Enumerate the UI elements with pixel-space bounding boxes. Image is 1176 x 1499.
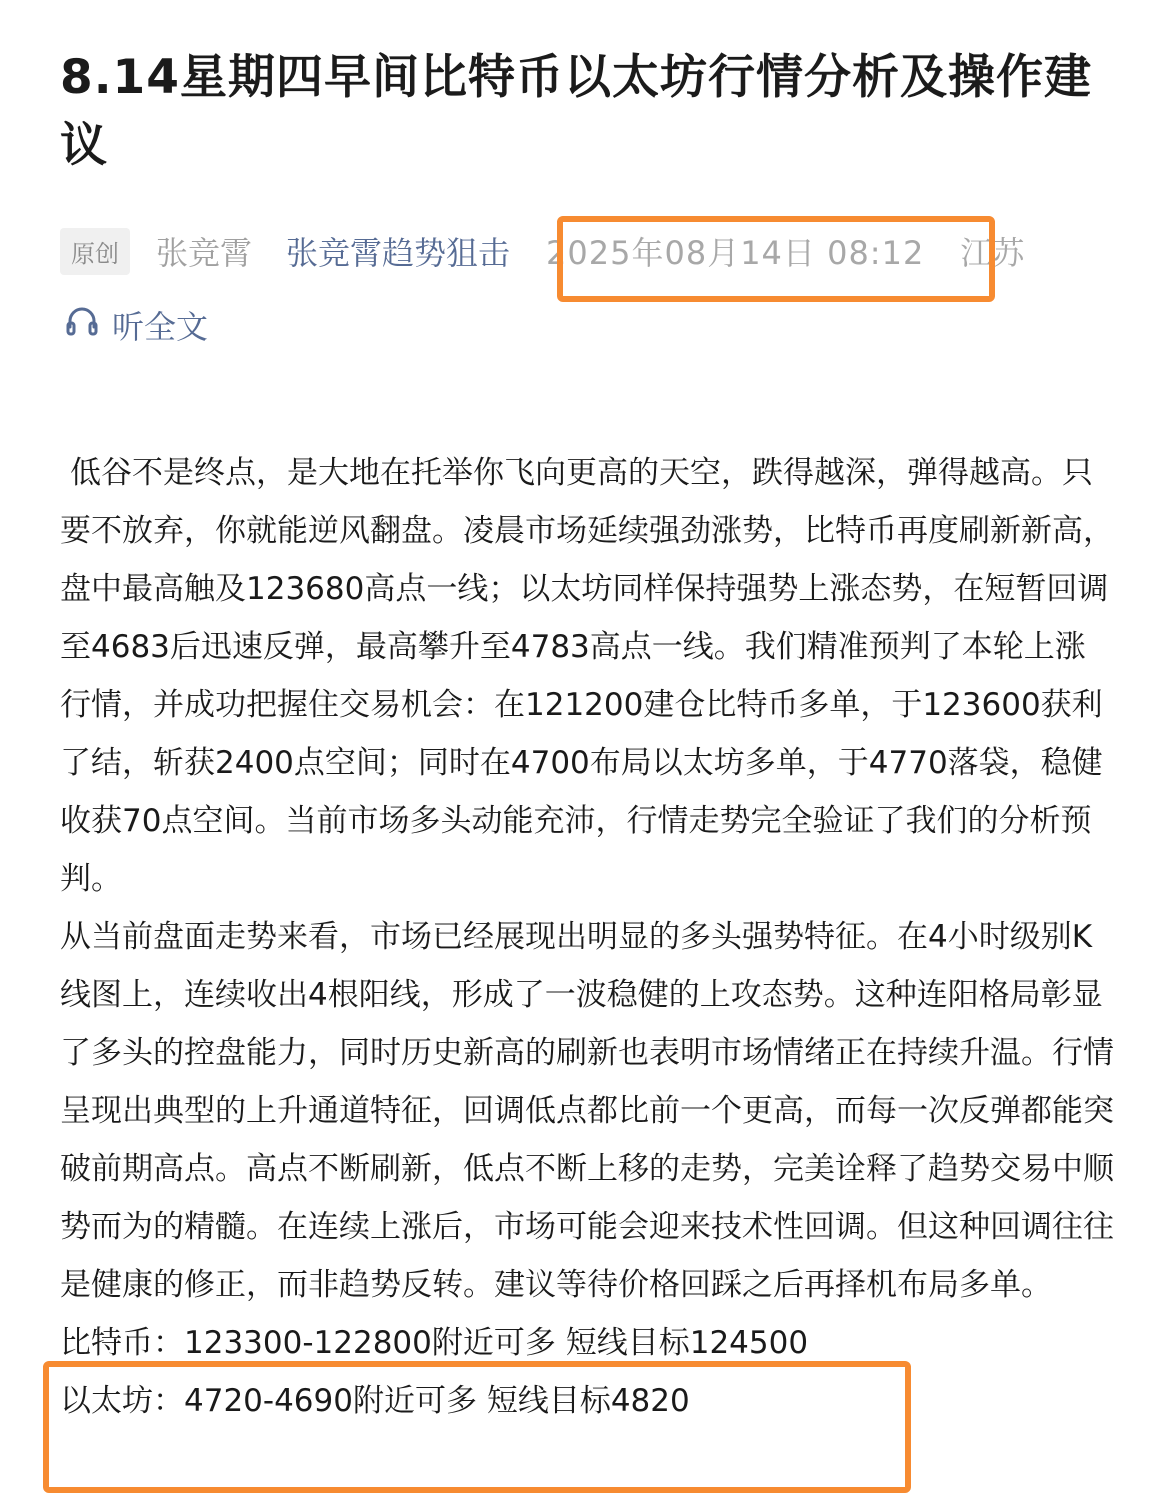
date-highlight-box [557, 216, 995, 302]
target-line-eth: 以太坊：4720-4690附近可多 短线目标4820 [60, 1383, 690, 1419]
target-line-btc: 比特币：123300-122800附近可多 短线目标124500 [60, 1325, 809, 1361]
region-label: 江苏 [960, 234, 1025, 272]
account-link[interactable]: 张竞霄趋势狙击 [286, 234, 511, 272]
listen-button[interactable] [64, 302, 208, 348]
publish-date: 2025年08月14日 08:12 [546, 234, 925, 272]
paragraph: 从当前盘面走势来看，市场已经展现出明显的多头强势特征。在4小时级别K线图上，连续收出4根阳线，形成了一波稳健的上攻态势。这种连阳格局彰显了多头的控盘能力，同时历史新高的刷新也表明市场情绪正在持续升温。行情呈现出典型的上升通道特征，回调低点都比前一个更高，而每一次反弹都能突破前期高点。高点不断刷新，低点不断上移的走势，完美诠释了趋势交易中顺势而为的精髓。在连续上涨后，市场可能会迎来技术性回调。但这种回调往往是健康的修正，而非趋势反转。建议等待价格回踩之后再择机布局多单。 [60, 919, 1114, 1303]
page-title: 8.14星期四早间比特币以太坊行情分析及操作建议 [60, 50, 1092, 173]
listen-label: 听全文 [112, 308, 209, 346]
paragraph: 低谷不是终点，是大地在托举你飞向更高的天空，跌得越深，弹得越高。只要不放弃，你就能逆风翻盘。凌晨市场延续强劲涨势，比特币再度刷新新高，盘中最高触及123680高点一线；以太坊同样保持强势上涨态势，在短暂回调至4683后迅速反弹，最高攀升至4783高点一线。我们精准预判了本轮上涨行情，并成功把握住交易机会：在121200建仓比特币多单，于123600获利了结，斩获2400点空间；同时在4700布局以太坊多单，于4770落袋，稳健收获70点空间。当前市场多头动能充沛，行情走势完全验证了我们的分析预判。 [60, 455, 1114, 897]
article-body [60, 444, 1116, 1430]
targets-highlight-box [43, 1361, 911, 1493]
headphones-icon [64, 303, 112, 347]
original-badge: 原创 [60, 228, 130, 275]
author-name: 张竞霄 [156, 234, 253, 272]
